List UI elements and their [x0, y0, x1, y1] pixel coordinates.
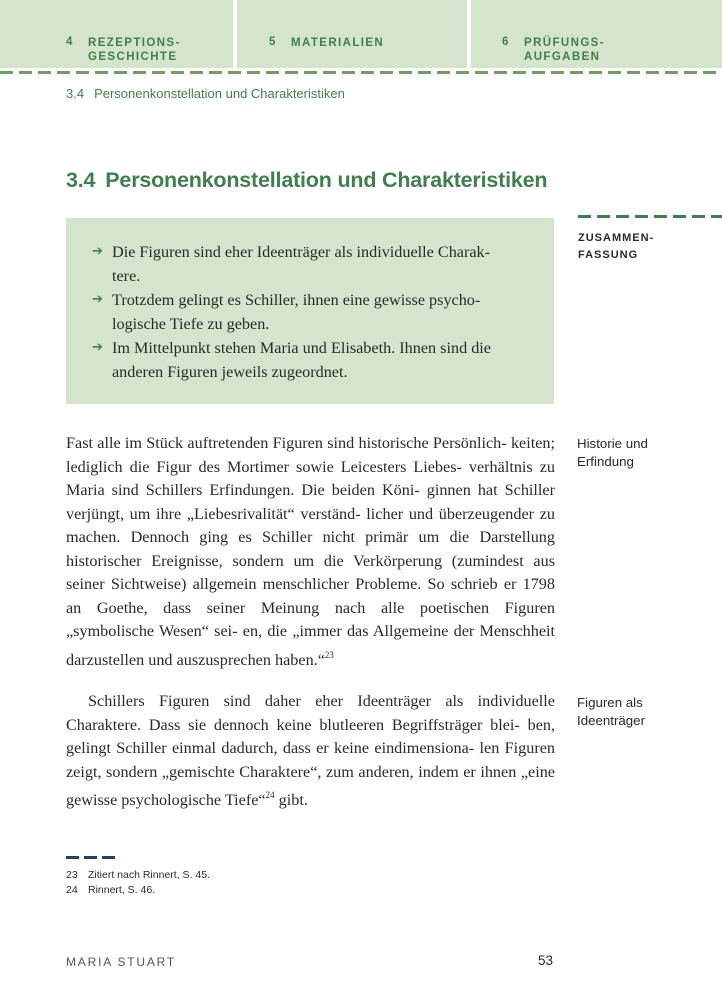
- body-paragraph: Schillers Figuren sind daher eher Ideenträger als individuelle Charaktere. Dass sie dennoch keine blutleeren Begriffsträger blei- ben, gelingt Schiller einmal dadurch, dass er keine eindimensiona- len Figuren zeigt, sondern „gemischte Charaktere“, zum anderen, indem er ihnen „eine gewisse psychologische Tiefe“$^{24}$ gibt.: [66, 692, 556, 809]
- nav-tab-rezeptionsgeschichte[interactable]: [0, 0, 233, 68]
- page-number: 53: [538, 953, 554, 968]
- section-heading: 3.4 Personenkonstellation und Charakteristiken: [66, 168, 548, 192]
- footnote-ref[interactable]: 24: [265, 790, 275, 800]
- tab-number: 4: [66, 36, 74, 48]
- tab-label: REZEPTIONS- GESCHICHTE: [88, 37, 181, 63]
- summary-box: [66, 218, 554, 404]
- footnote-ref[interactable]: 23: [324, 649, 334, 660]
- margin-divider: [578, 215, 722, 218]
- summary-item: ➔ Im Mittelpunkt stehen Maria und Elisabeth. Ihnen sind die anderen Figuren jeweils zugeordnet.: [92, 336, 534, 384]
- tab-label: MATERIALIEN: [291, 37, 385, 49]
- margin-note-ideentraeger: Figuren als Ideenträger: [577, 695, 646, 728]
- nav-tab-materialien[interactable]: [237, 0, 467, 68]
- summary-item: ➔ Die Figuren sind eher Ideenträger als individuelle Charak- tere.: [92, 240, 534, 288]
- arrow-right-icon: ➔: [92, 340, 103, 355]
- margin-label-summary: ZUSAMMEN- FASSUNG: [578, 232, 655, 261]
- tab-label: PRÜFUNGS- AUFGABEN: [524, 37, 605, 63]
- body-paragraph: Fast alle im Stück auftretenden Figuren sind historische Persönlich- keiten; lediglich die Figur des Mortimer sowie Leicesters Liebes- verhältnis zu Maria sind Schillers Erfindungen. Die beiden Köni- ginnen hat Schiller verjüngt, um ihre „Liebesrivalität“ verständ- licher und überzeugender zu machen. Dennoch ging es Schiller nicht primär um die Darstellung historischer Ereignisse, sondern um die Verkörperung (zumindest aus seiner Sichtweise) allgemein menschlicher Probleme. So schrieb er 1798 an Goethe, dass seiner Meinung nach alle poetischen Figuren „symbolische Wesen“ sei- en, die „immer das Allgemeine der Menschheit darzustellen und auszusprechen haben.“$^{23}$: [66, 434, 556, 669]
- header-divider: [0, 71, 722, 74]
- margin-note-historie: Historie und Erfindung: [577, 436, 648, 469]
- summary-item: ➔ Trotzdem gelingt es Schiller, ihnen eine gewisse psycho- logische Tiefe zu geben.: [92, 288, 534, 336]
- footnotes: [66, 868, 210, 898]
- tab-number: 6: [502, 36, 510, 48]
- nav-tab-pruefungsaufgaben[interactable]: [471, 0, 722, 68]
- arrow-right-icon: ➔: [92, 292, 103, 307]
- book-title: MARIA STUART: [66, 955, 177, 969]
- footnote: 24 Rinnert, S. 46.: [66, 884, 156, 896]
- tab-number: 5: [269, 36, 277, 48]
- arrow-right-icon: ➔: [92, 244, 103, 259]
- footnote: 23 Zitiert nach Rinnert, S. 45.: [66, 869, 210, 881]
- footnote-divider: [66, 856, 116, 859]
- running-head: 3.4 Personenkonstellation und Charakteristiken: [66, 86, 345, 101]
